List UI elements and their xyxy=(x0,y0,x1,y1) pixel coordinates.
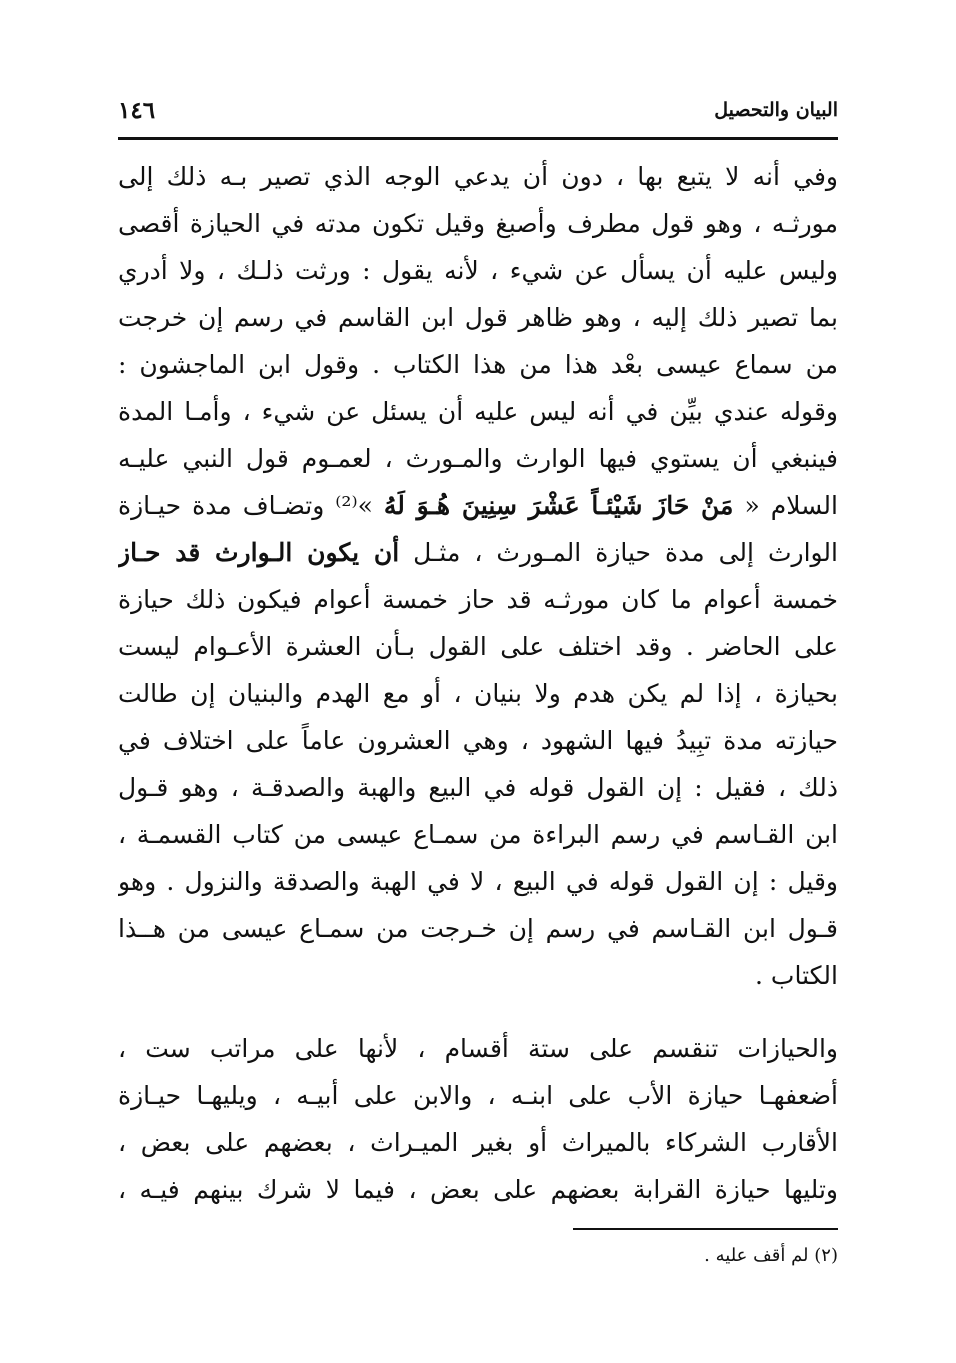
text-line: مورثـه ، وهو قول مطرف وأصبغ وقيل تكون مدته في الحيازة أقصى xyxy=(118,209,838,238)
text-line: ذلك ، فقيل : إن القول قوله في البيع والهبة والصدقـة ، وهو قـول xyxy=(118,773,838,802)
bold-phrase: أن يكون الـوارث قد حـاز xyxy=(118,538,400,567)
text-line: أضعفهـا حيازة الأب على ابنـه ، والابن على أبيـه ، ويليهـا حيـازة xyxy=(118,1081,838,1110)
hadith-line xyxy=(118,482,838,529)
text-line: وقيل : إن القول قوله في البيع ، لا في الهبة والصدقة والنزول . وهو xyxy=(118,867,838,896)
text-line: الأقارب الشركاء بالميراث أو بغير الميـراث ، بعضهم على بعض ، xyxy=(118,1128,838,1157)
hadith-line-before: السلام « xyxy=(733,491,838,520)
body-text xyxy=(118,153,838,1213)
text-line: بما تصير ذلك إليه ، وهو ظاهر قول ابن القاسم في رسم إن خرجت xyxy=(118,303,838,332)
text-line: بحيازة ، إذا لم يكن هدم ولا بنيان ، أو مع الهدم والبنيان إن طالت xyxy=(118,679,838,708)
header-rule xyxy=(118,137,838,140)
text-line: حيازته مدة تبِيدُ فيها الشهود ، وهي العشرون عاماً على اختلاف في xyxy=(118,726,838,755)
text-line: من سماع عيسى بعْد هذا من هذا الكتاب . وقول ابن الماجشون : xyxy=(118,350,838,379)
text-line: فينبغي أن يستوي فيها الوارث والمـورث ، لعمـوم قول النبي عليـه xyxy=(118,444,838,473)
text-line: وتليها حيازة القرابة بعضهم على بعض ، فيما لا شرك بينهم فيـه ، xyxy=(118,1175,838,1204)
footnote: (٢) لم أقف عليه . xyxy=(704,1245,838,1266)
hadith-quote: مَنْ حَازَ شَيْئـاً عَشْرَ سِنِينَ هُـوَ لَهُ xyxy=(383,491,734,520)
text-line: وفي أنه لا يتبع بها ، دون أن يدعي الوجه الذي تصير بـه ذلك إلى xyxy=(118,162,838,191)
page-number: ١٤٦ xyxy=(118,96,156,124)
page-header xyxy=(118,90,838,130)
text-line: على الحاضر . وقد اختلف على القول بـأن العشرة الأعـوام ليست xyxy=(118,632,838,661)
text-line: خمسة أعوام ما كان مورثـه قد حاز خمسة أعوام فيكون ذلك حيازة xyxy=(118,585,838,614)
text-line: وليس عليه أن يسأل عن شيء ، لأنه يقول : ورثت ذلـك ، ولا أدري xyxy=(118,256,838,285)
text-line: والحيازات تنقسم على ستة أقسام ، لأنها على مراتب ست ، xyxy=(118,1034,838,1063)
bold-phrase-line xyxy=(118,529,838,576)
paragraph-gap xyxy=(118,999,838,1025)
text-line: وقوله عندي بيِّن في أنه ليس عليه أن يسئل عن شيء ، وأمـا المدة xyxy=(118,397,838,426)
footnote-rule xyxy=(573,1228,838,1230)
bold-line-before: الوارث إلى مدة حيازة المـورث ، مثـل xyxy=(399,538,838,567)
text-line: قـول ابن القـاسم في رسم إن خـرجت من سمـاع عيسى من هــذا xyxy=(118,914,838,943)
hadith-line-after: »⁽²⁾ وتضـاف مدة حيـازة xyxy=(118,491,384,520)
running-title: البيان والتحصيل xyxy=(714,99,838,121)
text-line: الكتاب . xyxy=(755,961,838,990)
text-line: ابن القـاسم في رسم البراءة من سمـاع عيسى من كتاب القسمـة ، xyxy=(118,820,838,849)
